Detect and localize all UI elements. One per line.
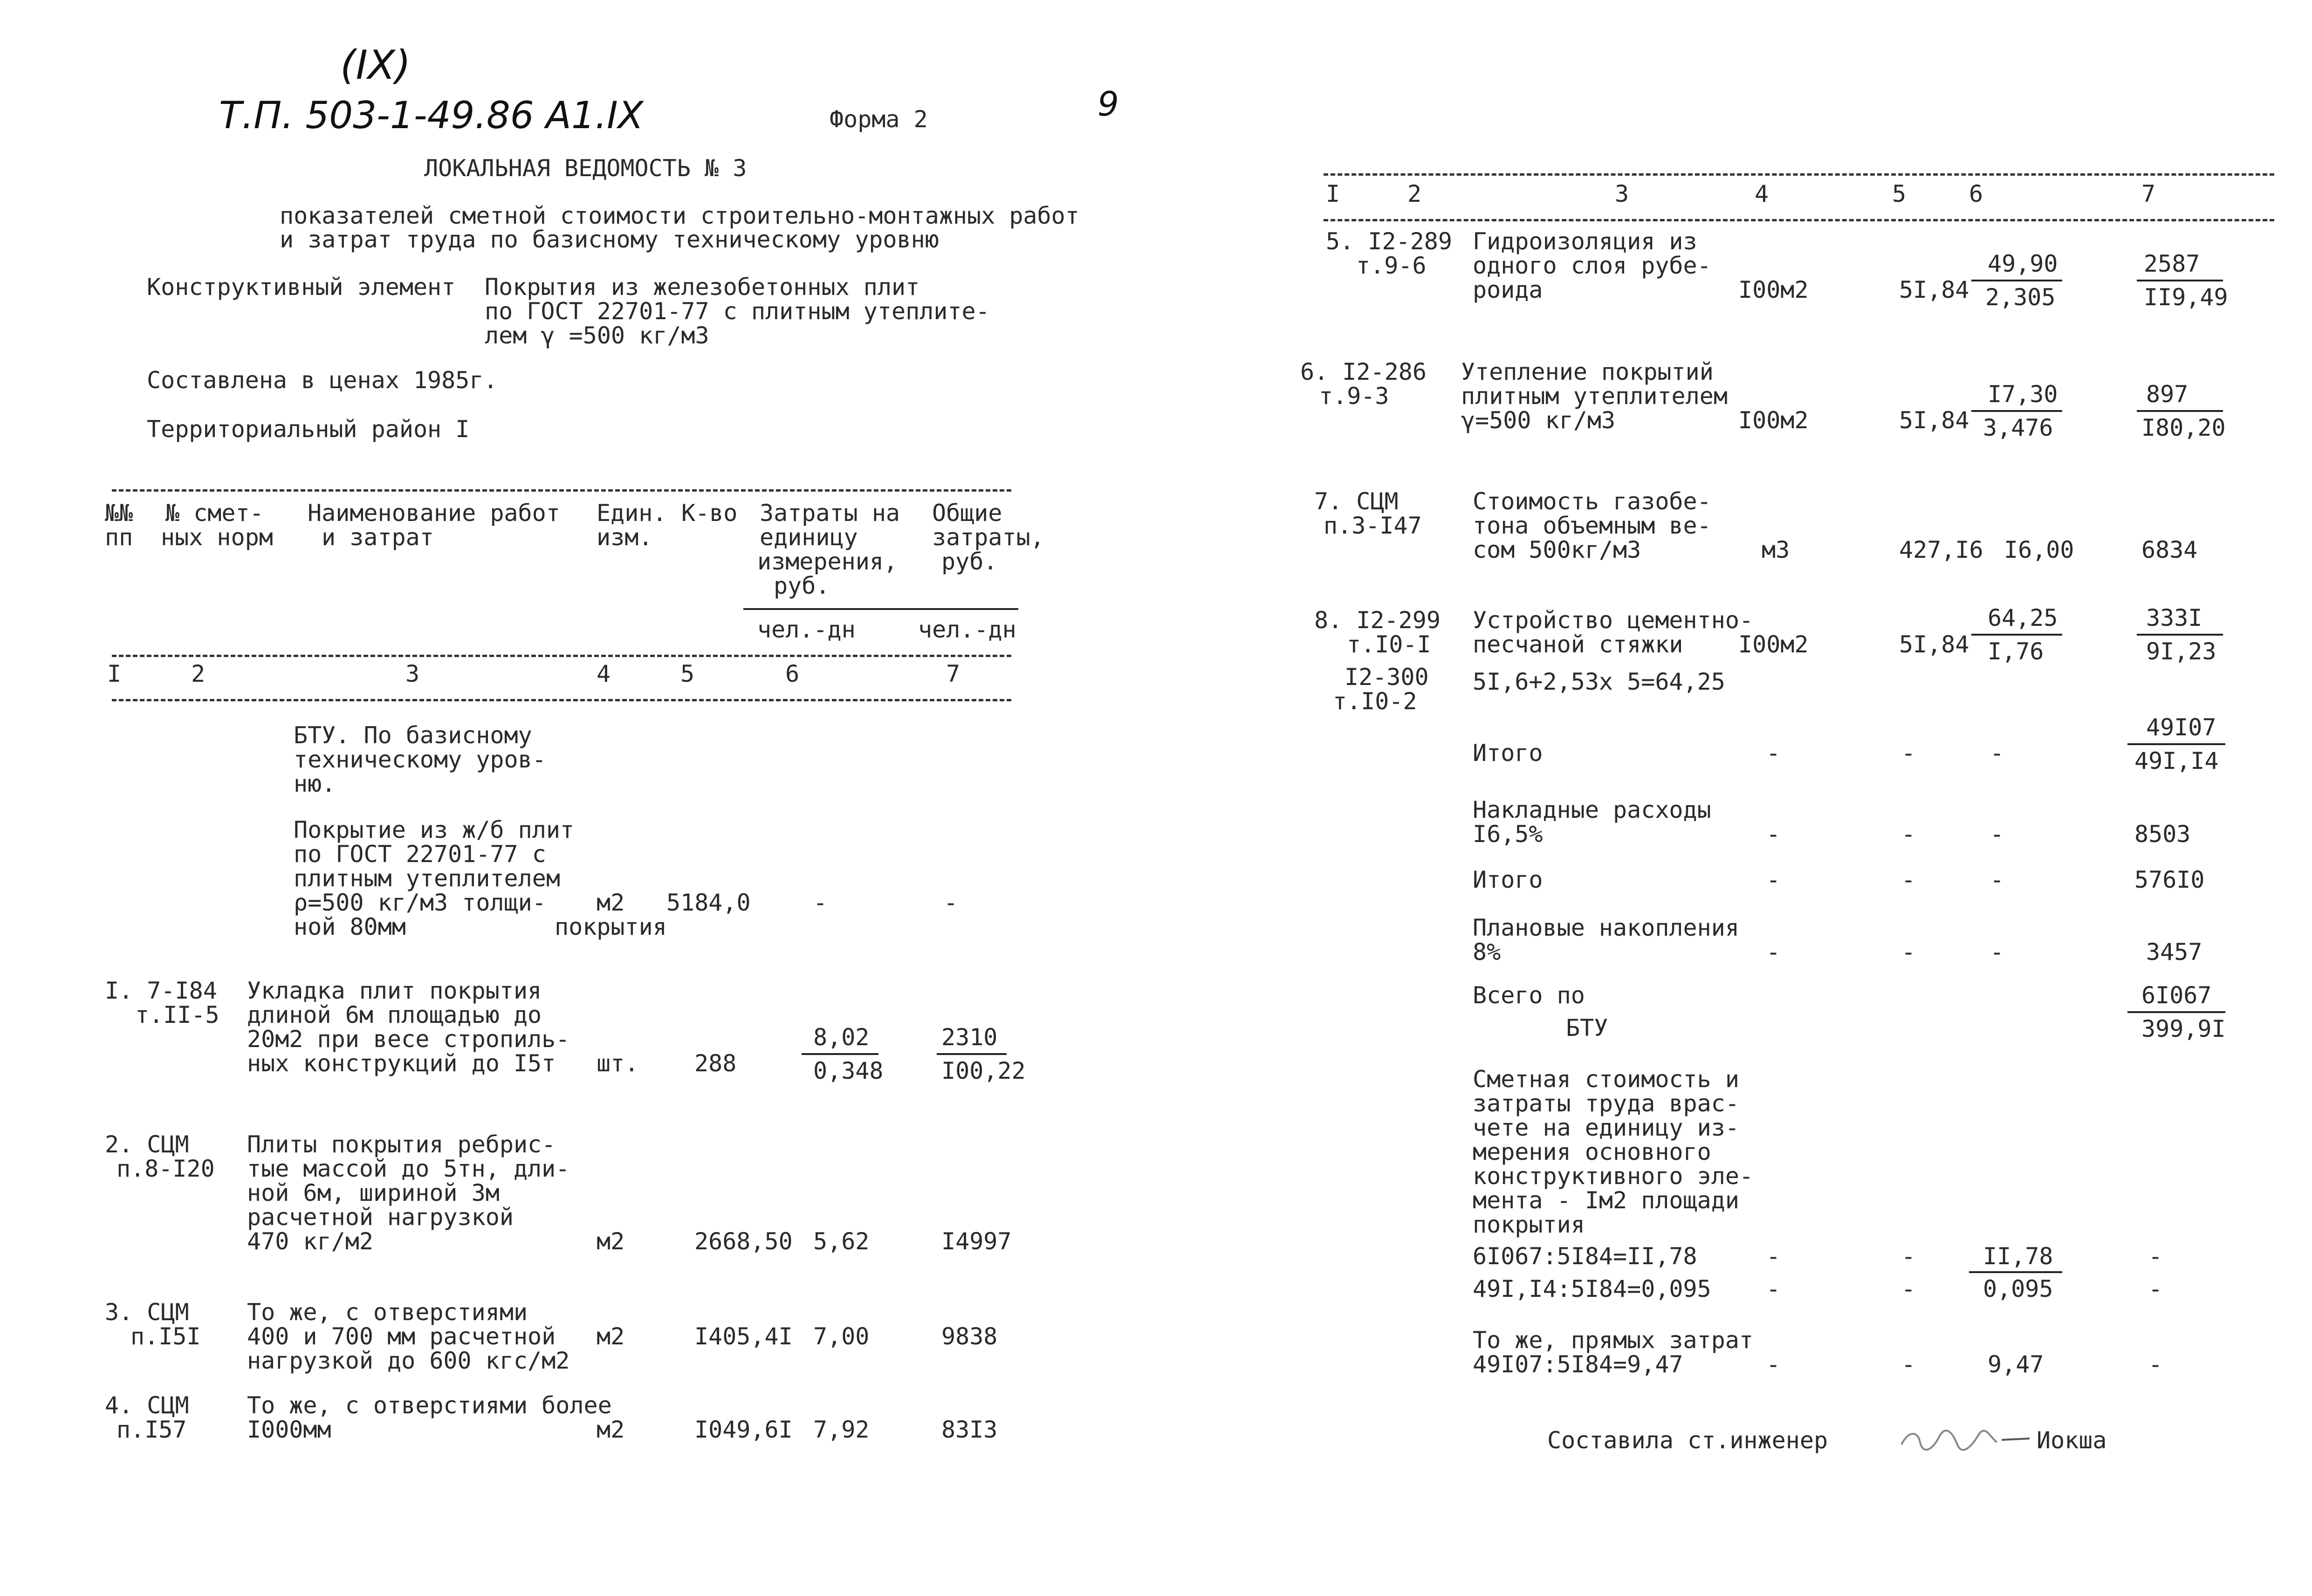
r5-c7-bot: II9,49 (2144, 284, 2228, 311)
r-col-num-6: 6 (1969, 180, 1983, 207)
r8-c7-bot: 9I,23 (2146, 638, 2216, 665)
itogo1-dash-6: - (1990, 740, 2004, 767)
r7-name-3: сом 500кг/м3 (1473, 536, 1641, 563)
r8-c6-bot: I,76 (1988, 638, 2044, 665)
r1-qty: 288 (694, 1050, 737, 1077)
r4-c7: 83I3 (941, 1416, 998, 1443)
col-h2-b: ных норм (161, 524, 273, 551)
base-unit: м2 (597, 889, 625, 916)
handwritten-signature (1897, 1419, 2037, 1456)
overhead-dash-4: - (1766, 821, 1781, 848)
col-h3-b: и затрат (322, 524, 434, 551)
element-line-1: Покрытия из железобетонных плит (485, 274, 920, 301)
volume-mark: (IX) (340, 42, 411, 89)
calc1-c6-top: II,78 (1983, 1243, 2053, 1270)
base-name-4: ρ=500 кг/м3 толщи- (294, 889, 546, 916)
r7-name-1: Стоимость газобе- (1473, 488, 1711, 515)
calc1-c6-bot: 0,095 (1983, 1275, 2053, 1302)
r3-unit: м2 (597, 1323, 625, 1350)
total-c7-bot: 399,9I (2141, 1015, 2226, 1042)
profit-dash-6: - (1990, 938, 2004, 966)
col-num-4: 4 (597, 660, 611, 687)
project-code: Т.П. 503-1-49.86 А1.IX (219, 94, 644, 137)
r1-name-1: Укладка плит покрытия (247, 977, 542, 1004)
total-c7-top: 6I067 (2141, 982, 2212, 1009)
calc1-dash-4: - (1766, 1243, 1781, 1270)
r2-name-2: тые массой до 5тн, дли- (247, 1155, 570, 1182)
signed-by-label: Составила ст.инженер (1547, 1427, 1828, 1454)
col-num-1: I (107, 660, 122, 687)
direct-text: 49I07:5I84=9,47 (1473, 1351, 1683, 1378)
right-table-top-rule (1324, 173, 2274, 176)
r3-name-2: 400 и 700 мм расчетной (247, 1323, 556, 1350)
col-num-3: 3 (405, 660, 420, 687)
r4-name-1: То же, с отверстиями более (247, 1392, 612, 1419)
r2-c6: 5,62 (813, 1228, 870, 1255)
unit-cost-label-7: покрытия (1473, 1211, 1585, 1238)
r7-no: 7. СЦМ (1314, 488, 1399, 515)
r1-no: I. 7-I84 (105, 977, 217, 1004)
r5-unit: I00м2 (1738, 276, 1809, 303)
r6-c7-bot: I80,20 (2141, 414, 2226, 441)
subtitle-line-1: показателей сметной стоимости строительно-монтажных работ (280, 202, 1079, 229)
itogo2-c7: 576I0 (2134, 866, 2205, 893)
overhead-dash-6: - (1990, 821, 2004, 848)
base-qty: 5184,0 (666, 889, 751, 916)
r2-name-5: 470 кг/м2 (247, 1228, 373, 1255)
r1-c7-bot: I00,22 (941, 1057, 1026, 1084)
r7-c6: I6,00 (2004, 536, 2074, 563)
profit-label-2: 8% (1473, 938, 1501, 966)
total-label-1: Всего по (1473, 982, 1585, 1009)
btu-heading-1: БТУ. По базисному (294, 722, 532, 749)
calc1-text: 6I067:5I84=II,78 (1473, 1243, 1697, 1270)
r1-c6-fraction-line (802, 1053, 878, 1055)
col-h6-d: руб. (774, 572, 830, 599)
col-h4-b: изм. (597, 524, 653, 551)
btu-heading-2: техническому уров- (294, 746, 546, 773)
col-h2-a: № смет- (165, 500, 264, 527)
r5-qty: 5I,84 (1899, 276, 1969, 303)
r-col-num-1: I (1326, 180, 1340, 207)
col-h1-b: пп (105, 524, 133, 551)
itogo2-label: Итого (1473, 866, 1543, 893)
r2-qty: 2668,50 (694, 1228, 793, 1255)
r8-norm: т.I0-I (1347, 631, 1431, 658)
r8-c6-fraction-line (1971, 634, 2062, 636)
base-c6: - (813, 889, 828, 916)
col-h7-labor: чел.-дн (918, 616, 1016, 643)
r1-name-2: длиной 6м площадью до (247, 1001, 542, 1028)
labor-divider-rule (743, 608, 1018, 610)
r2-c7: I4997 (941, 1228, 1012, 1255)
r8-unit: I00м2 (1738, 631, 1809, 658)
itogo1-dash-5: - (1901, 740, 1916, 767)
r1-c6-bot: 0,348 (813, 1057, 884, 1084)
unit-cost-label-3: чете на единицу из- (1473, 1114, 1739, 1141)
overhead-c7: 8503 (2134, 821, 2191, 848)
r5-c7-top: 2587 (2144, 250, 2200, 277)
r-col-num-5: 5 (1892, 180, 1907, 207)
r3-no: 3. СЦМ (105, 1299, 189, 1326)
left-table-top-rule (112, 489, 1011, 492)
direct-label: То же, прямых затрат (1473, 1327, 1754, 1354)
direct-c6: 9,47 (1988, 1351, 2044, 1378)
r8-c6-top: 64,25 (1988, 604, 2058, 631)
r2-norm: п.8-I20 (117, 1155, 215, 1182)
r4-name-2: I000мм (247, 1416, 331, 1443)
r5-norm: т.9-6 (1356, 252, 1427, 279)
element-line-2: по ГОСТ 22701-77 с плитным утеплите- (485, 298, 990, 325)
r-col-num-7: 7 (2141, 180, 2156, 207)
calc1-dash-7: - (2148, 1243, 2163, 1270)
itogo2-dash-5: - (1901, 866, 1916, 893)
r8-qty: 5I,84 (1899, 631, 1969, 658)
calc2-dash-4: - (1766, 1275, 1781, 1302)
left-numbers-rule (112, 699, 1011, 701)
profit-c7: 3457 (2146, 938, 2202, 966)
calc1-dash-5: - (1901, 1243, 1916, 1270)
direct-dash-4: - (1766, 1351, 1781, 1378)
r3-norm: п.I5I (130, 1323, 201, 1350)
element-line-3: лем γ =500 кг/м3 (485, 322, 709, 349)
r6-c6-top: I7,30 (1988, 381, 2058, 408)
calc2-dash-5: - (1901, 1275, 1916, 1302)
r6-name-1: Утепление покрытий (1461, 358, 1714, 385)
itogo2-dash-4: - (1766, 866, 1781, 893)
r6-c7-top: 897 (2146, 381, 2189, 408)
r8-name-1: Устройство цементно- (1473, 607, 1754, 634)
r5-c7-fraction-line (2137, 280, 2223, 281)
r8-name-2: песчаной стяжки (1473, 631, 1683, 658)
r6-c6-fraction-line (1971, 410, 2062, 412)
r6-norm: т.9-3 (1319, 383, 1389, 410)
itogo1-c7-top: 49I07 (2146, 714, 2216, 741)
overhead-dash-5: - (1901, 821, 1916, 848)
unit-cost-label-4: мерения основного (1473, 1138, 1711, 1165)
r4-qty: I049,6I (694, 1416, 793, 1443)
left-header-rule (112, 655, 1011, 657)
r-col-num-3: 3 (1615, 180, 1629, 207)
r6-c7-fraction-line (2137, 410, 2223, 412)
form-label: Форма 2 (830, 106, 928, 133)
r2-no: 2. СЦМ (105, 1131, 189, 1158)
r8-c7-top: 333I (2146, 604, 2202, 631)
r1-c6-top: 8,02 (813, 1024, 870, 1051)
direct-dash-7: - (2148, 1351, 2163, 1378)
r1-norm: т.II-5 (135, 1001, 220, 1028)
prices-note: Составлена в ценах 1985г. (147, 367, 498, 394)
r1-name-4: ных конструкций до I5т (247, 1050, 556, 1077)
r-col-num-2: 2 (1407, 180, 1422, 207)
profit-dash-5: - (1901, 938, 1916, 966)
profit-label-1: Плановые накопления (1473, 914, 1739, 941)
element-label: Конструктивный элемент (147, 274, 456, 301)
overhead-label-1: Накладные расходы (1473, 796, 1711, 823)
r7-name-2: тона объемным ве- (1473, 512, 1711, 539)
col-h5: К-во (681, 500, 738, 527)
r6-name-2: плитным утеплителем (1461, 383, 1728, 410)
document-title: ЛОКАЛЬНАЯ ВЕДОМОСТЬ № 3 (424, 155, 747, 182)
r5-c6-top: 49,90 (1988, 250, 2058, 277)
total-fraction-line (2127, 1011, 2225, 1013)
r3-c7: 9838 (941, 1323, 998, 1350)
r3-name-3: нагрузкой до 600 кгс/м2 (247, 1347, 570, 1374)
col-h7-c: руб. (941, 548, 998, 575)
itogo1-fraction-line (2127, 743, 2225, 745)
r5-c6-bot: 2,305 (1985, 284, 2056, 311)
itogo1-c7-bot: 49I,I4 (2134, 747, 2219, 774)
r3-c6: 7,00 (813, 1323, 870, 1350)
col-h4-a: Един. (597, 500, 667, 527)
r7-unit: м3 (1762, 536, 1790, 563)
r2-unit: м2 (597, 1228, 625, 1255)
calc2-text: 49I,I4:5I84=0,095 (1473, 1275, 1711, 1302)
r6-name-3: γ=500 кг/м3 (1461, 407, 1616, 434)
r8-formula: 5I,6+2,53х 5=64,25 (1473, 668, 1725, 695)
r7-norm: п.3-I47 (1324, 512, 1422, 539)
r6-qty: 5I,84 (1899, 407, 1969, 434)
unit-cost-label-2: затраты труда врас- (1473, 1090, 1739, 1117)
base-c7: - (944, 889, 958, 916)
base-name-3: плитным утеплителем (294, 865, 560, 892)
col-h1-a: №№ (105, 500, 133, 527)
r8-no: 8. I2-299 (1314, 607, 1441, 634)
subtitle-line-2: и затрат труда по базисному техническому уровню (280, 226, 939, 253)
r5-name-1: Гидроизоляция из (1473, 228, 1697, 255)
calc2-dash-7: - (2148, 1275, 2163, 1302)
profit-dash-4: - (1766, 938, 1781, 966)
col-num-6: 6 (785, 660, 800, 687)
base-name-5: ной 80мм (294, 913, 406, 940)
r8-c7-fraction-line (2137, 634, 2223, 636)
r-col-num-4: 4 (1755, 180, 1769, 207)
r8-norm-3: т.I0-2 (1333, 688, 1417, 715)
itogo2-dash-6: - (1990, 866, 2004, 893)
right-numbers-rule (1324, 219, 2274, 221)
r5-c6-fraction-line (1971, 280, 2062, 281)
r3-qty: I405,4I (694, 1323, 793, 1350)
r5-no: 5. I2-289 (1326, 228, 1452, 255)
itogo1-dash-4: - (1766, 740, 1781, 767)
col-h7-a: Общие (932, 500, 1002, 527)
page-number: 9 (1098, 84, 1119, 123)
r1-c7-fraction-line (937, 1053, 1007, 1055)
calc1-fraction-line (1969, 1271, 2062, 1273)
signer-name: Иокша (2037, 1427, 2107, 1454)
r5-name-3: роида (1473, 276, 1543, 303)
r2-name-3: ной 6м, шириной 3м (247, 1179, 500, 1206)
base-name-2: по ГОСТ 22701-77 с (294, 841, 546, 868)
r4-unit: м2 (597, 1416, 625, 1443)
total-label-2: БТУ (1566, 1014, 1608, 1041)
col-num-2: 2 (191, 660, 206, 687)
direct-dash-5: - (1901, 1351, 1916, 1378)
r4-c6: 7,92 (813, 1416, 870, 1443)
overhead-label-2: I6,5% (1473, 821, 1543, 848)
r6-no: 6. I2-286 (1300, 358, 1427, 385)
r2-name-4: расчетной нагрузкой (247, 1204, 514, 1231)
r1-unit: шт. (597, 1050, 639, 1077)
col-h3-a: Наименование работ (308, 500, 560, 527)
col-num-7: 7 (946, 660, 960, 687)
itogo1-label: Итого (1473, 740, 1543, 767)
col-h7-b: затраты, (932, 524, 1044, 551)
unit-cost-label-5: конструктивного эле- (1473, 1163, 1754, 1190)
col-h6-a: Затраты на (760, 500, 900, 527)
r8-norm-2: I2-300 (1345, 664, 1429, 691)
col-h6-b: единицу (760, 524, 858, 551)
r2-name-1: Плиты покрытия ребрис- (247, 1131, 556, 1158)
r1-name-3: 20м2 при весе стропиль- (247, 1026, 570, 1053)
r7-qty: 427,I6 (1899, 536, 1983, 563)
btu-heading-3: ню. (294, 770, 336, 797)
r5-name-2: одного слоя рубе- (1473, 252, 1711, 279)
base-unit-2: покрытия (555, 913, 667, 940)
col-h6-c: измерения, (757, 548, 898, 575)
base-name-1: Покрытие из ж/б плит (294, 816, 575, 843)
r7-c7: 6834 (2141, 536, 2198, 563)
col-h6-labor: чел.-дн (757, 616, 856, 643)
col-num-5: 5 (680, 660, 695, 687)
unit-cost-label-1: Сметная стоимость и (1473, 1066, 1739, 1093)
r6-c6-bot: 3,476 (1983, 414, 2053, 441)
r4-norm: п.I57 (117, 1416, 187, 1443)
region-note: Территориальный район I (147, 416, 470, 443)
r4-no: 4. СЦМ (105, 1392, 189, 1419)
r3-name-1: То же, с отверстиями (247, 1299, 528, 1326)
unit-cost-label-6: мента - Iм2 площади (1473, 1187, 1739, 1214)
r6-unit: I00м2 (1738, 407, 1809, 434)
r1-c7-top: 2310 (941, 1024, 998, 1051)
